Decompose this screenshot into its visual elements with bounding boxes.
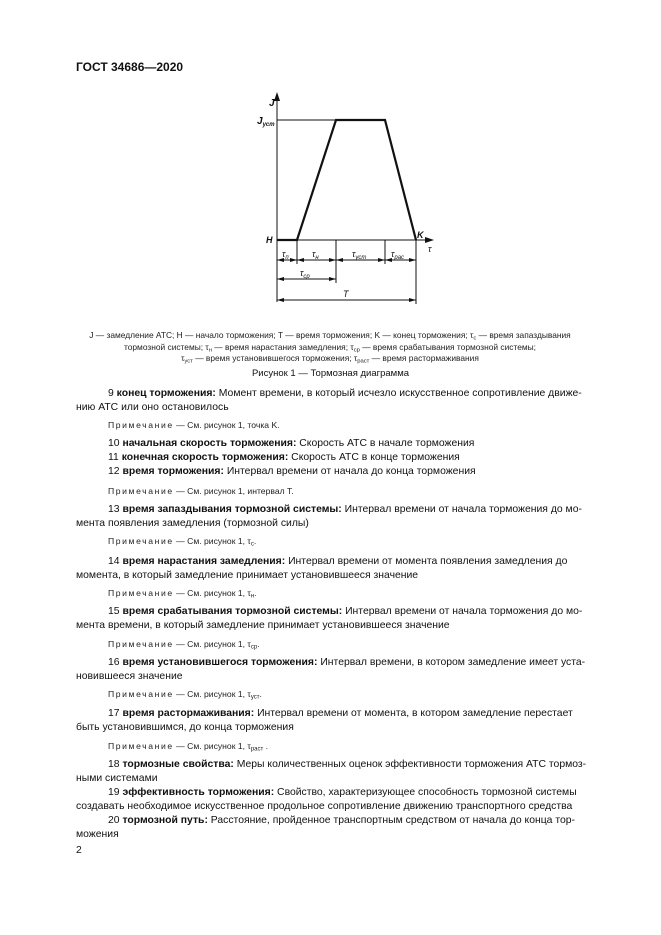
term-15: 15 время срабатывания тормозной системы: Интервал времени от начала торможения до мо- мента времени, в который замедление принимает установившееся значение [76, 606, 583, 631]
page-number: 2 [76, 845, 82, 856]
braking-diagram [240, 92, 440, 308]
term-16: 16 время установившегося торможения: Интервал времени, в котором замедление имеет уста- новившееся значение [76, 657, 586, 682]
note-16: Примечание — См. рисунок 1, $\tau_{уст}$. [108, 689, 262, 701]
term-11: 11 конечная скорость торможения: Скорость АТС в конце торможения [108, 452, 460, 463]
y-axis-label: J [269, 98, 275, 109]
term-18: 18 тормозные свойства: Меры количественных оценок эффективности торможения АТС тормоз- ными системами [76, 759, 587, 784]
j-level-sub: уст [262, 122, 275, 128]
interval-label-t: T [343, 289, 349, 299]
note-15: Примечание — См. рисунок 1, $\tau_{ср}$. [108, 639, 260, 651]
deceleration-curve [277, 120, 416, 240]
term-13: 13 время запаздывания тормозной системы: Интервал времени от начала торможения до мо- мента появления замедления (тормозной силы) [76, 504, 582, 529]
note-12: Примечание — См. рисунок 1, интервал T. [108, 486, 294, 496]
term-12: 12 время торможения: Интервал времени от начала до конца торможения [108, 466, 476, 477]
interval-label-n: τ [312, 249, 316, 259]
j-level-label: J [257, 116, 263, 127]
y-axis-arrow [274, 92, 280, 101]
interval-label-ust: τ [352, 249, 356, 259]
term-14: 14 время нарастания замедления: Интервал времени от момента появления замедления до момента, в который замедление принимает установившееся значение [76, 556, 568, 581]
svg-text:τн: $\tau_н$ [312, 249, 319, 261]
svg-text:τср: $\tau_{ср}$ [300, 268, 310, 280]
figure-legend: J — замедление АТС; H — начало торможения; T — время торможения; K — конец торможения; $\tau_с$ — время запаздывания тормозной системы; $\tau_н$ — время нарастания замедления; $\tau_{ср}$ — время срабатывания тормозной системы; $\tau_{уст}$ — время установившегося торможения; $\tau_{раст}$ — время растормаживания [89, 330, 571, 365]
point-k-label: K [417, 230, 424, 240]
note-13: Примечание — См. рисунок 1, $\tau_с$. [108, 536, 257, 548]
svg-text:Jуст [257, 116, 275, 128]
note-9: Примечание — См. рисунок 1, точка K. [108, 420, 280, 430]
interval-label-p: τ [282, 249, 286, 259]
term-10: 10 начальная скорость торможения: Скорость АТС в начале торможения [108, 438, 475, 449]
svg-text:τп: $\tau_п$ [282, 249, 289, 261]
term-20: 20 тормозной путь: Расстояние, пройденное транспортным средством от начала до конца тор- можения [76, 815, 575, 840]
document-header: ГОСТ 34686—2020 [76, 60, 184, 74]
note-17: Примечание — См. рисунок 1, $\tau_{раст}$ . [108, 741, 269, 753]
term-19: 19 эффективность торможения: Свойство, характеризующее способность тормозной системы создавать необходимое искусственное продольное сопротивление движению транспортного средства [76, 787, 577, 812]
svg-text:τрас: $\tau_{рас}$ [391, 249, 405, 261]
term-17: 17 время растормаживания: Интервал времени от момента, в котором замедление перестает быть установившимся, до конца торможения [76, 708, 573, 733]
interval-label-ras: τ [391, 249, 395, 259]
x-axis-arrow [425, 237, 434, 243]
svg-text:τуст: $\tau_{уст}$ [352, 249, 367, 261]
point-h-label: H [266, 235, 273, 245]
term-9: 9 конец торможения: Момент времени, в который исчезло искусственное сопротивление движе- нию АТС или оно остановилось [76, 388, 582, 413]
figure-caption: Рисунок 1 — Тормозная диаграмма [251, 368, 410, 379]
note-14: Примечание — См. рисунок 1, $\tau_н$. [108, 588, 257, 600]
x-axis-label: τ [428, 244, 432, 254]
interval-label-cp: τ [300, 268, 304, 278]
